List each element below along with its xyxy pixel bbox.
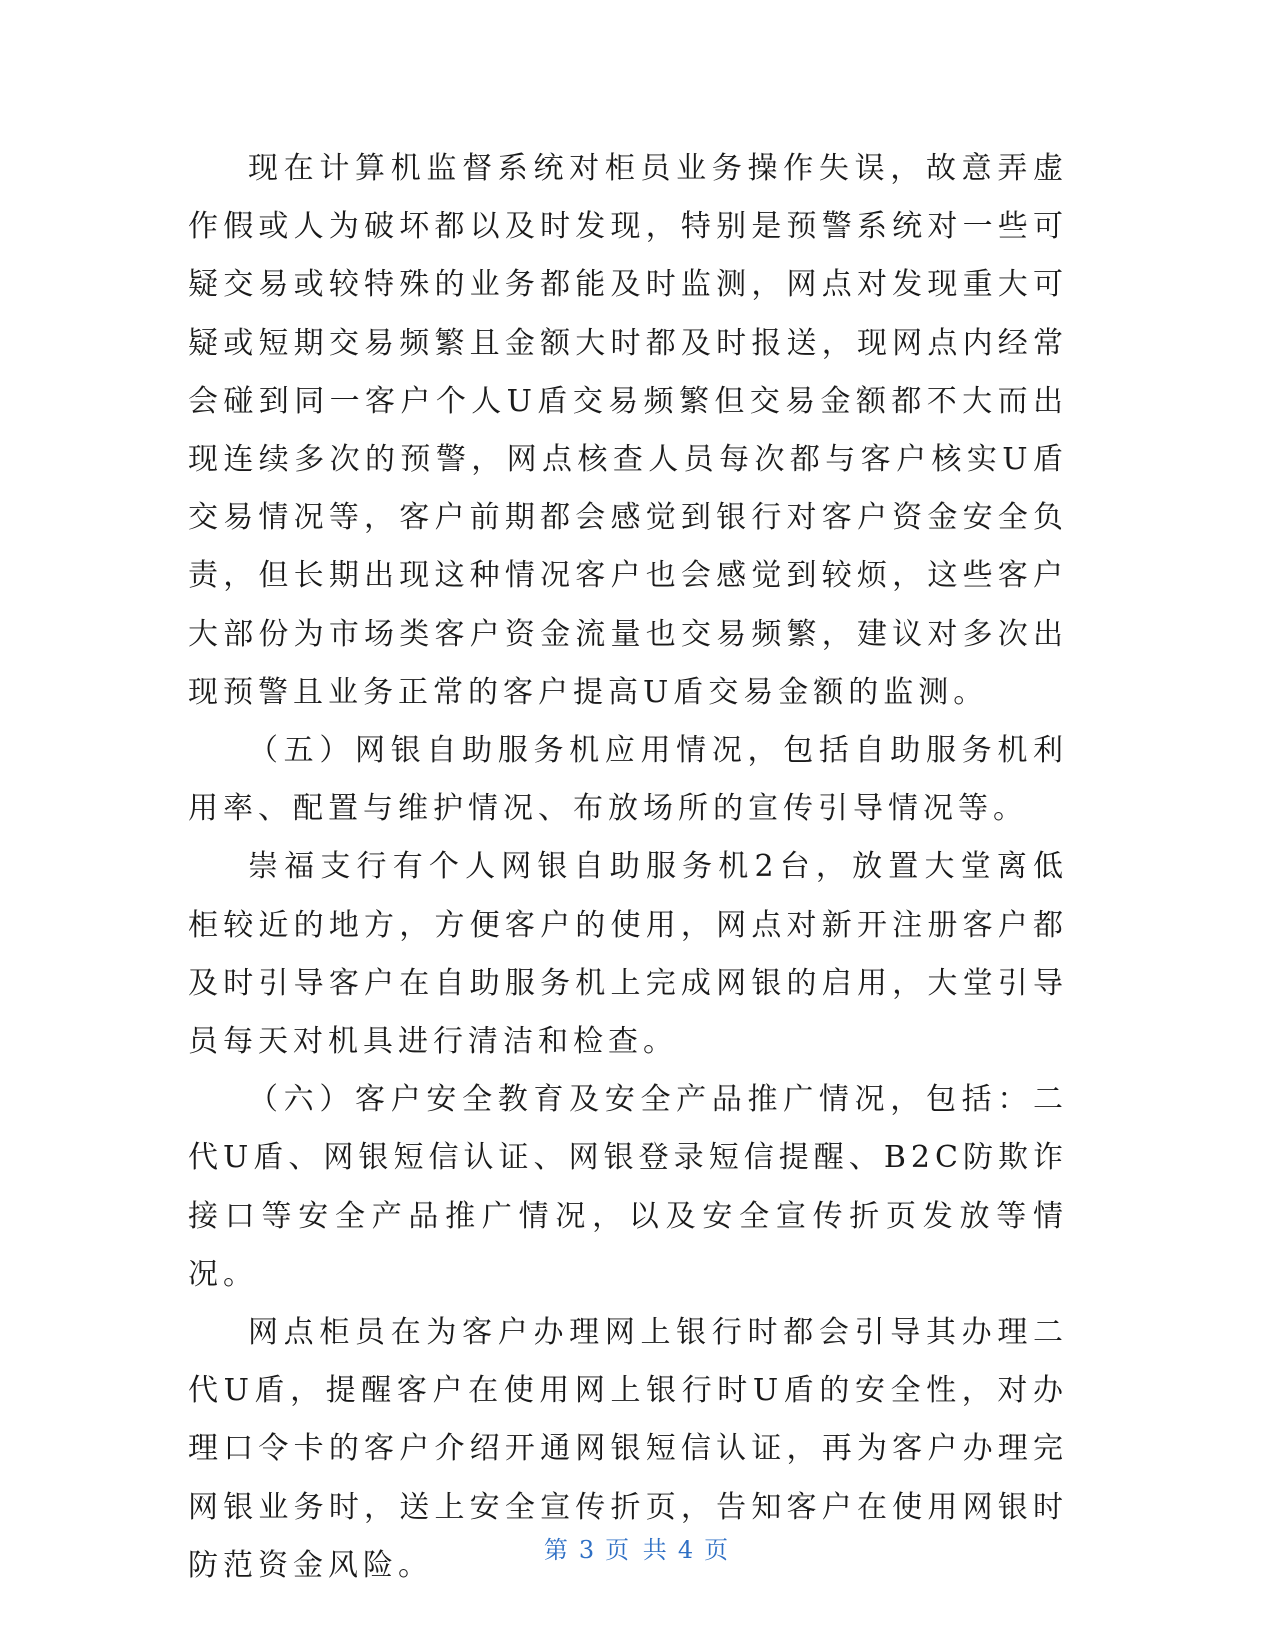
footer-prefix: 第 [543,1536,571,1564]
section-heading-6: （六）客户安全教育及安全产品推广情况，包括：二代U盾、网银短信认证、网银登录短信提醒、B2C防欺诈接口等安全产品推广情况，以及安全宣传折页发放等情况。 [188,1082,1068,1292]
footer-total-pages: 4 [677,1536,697,1564]
paragraph: 崇福支行有个人网银自助服务机2台，放置大堂离低柜较近的地方，方便客户的使用，网点对新开注册客户都及时引导客户在自助服务机上完成网银的启用，大堂引导员每天对机具进行清洁和检查。 [188,849,1068,1060]
footer-suffix: 页 [704,1536,732,1564]
footer-middle: 页 共 [605,1536,670,1564]
paragraph: 网点柜员在为客户办理网上银行时都会引导其办理二代U盾，提醒客户在使用网上银行时U盾的安全性，对办理口令卡的客户介绍开通网银短信认证，再为客户办理完网银业务时，送上安全宣传折页，告知客户在使用网银时防范资金风险。 [188,1315,1068,1583]
section-heading-5: （五）网银自助服务机应用情况，包括自助服务机利用率、配置与维护情况、布放场所的宣传引导情况等。 [188,733,1068,827]
footer-page-number: 3 [578,1536,598,1564]
paragraph: 现在计算机监督系统对柜员业务操作失误，故意弄虚作假或人为破坏都以及时发现，特别是预警系统对一些可疑交易或较特殊的业务都能及时监测，网点对发现重大可疑或短期交易频繁且金额大时都及时报送，现网点内经常会碰到同一客户个人U盾交易频繁但交易金额都不大而出现连续多次的预警，网点核查人员每次都与客户核实U盾交易情况等，客户前期都会感觉到银行对客户资金安全负责，但长期出现这种情况客户也会感觉到较烦，这些客户大部份为市场类客户资金流量也交易频繁，建议对多次出现预警且业务正常的客户提高U盾交易金额的监测。 [188,151,1068,710]
page-footer [0,1530,1275,1565]
document-body [188,140,1068,1595]
